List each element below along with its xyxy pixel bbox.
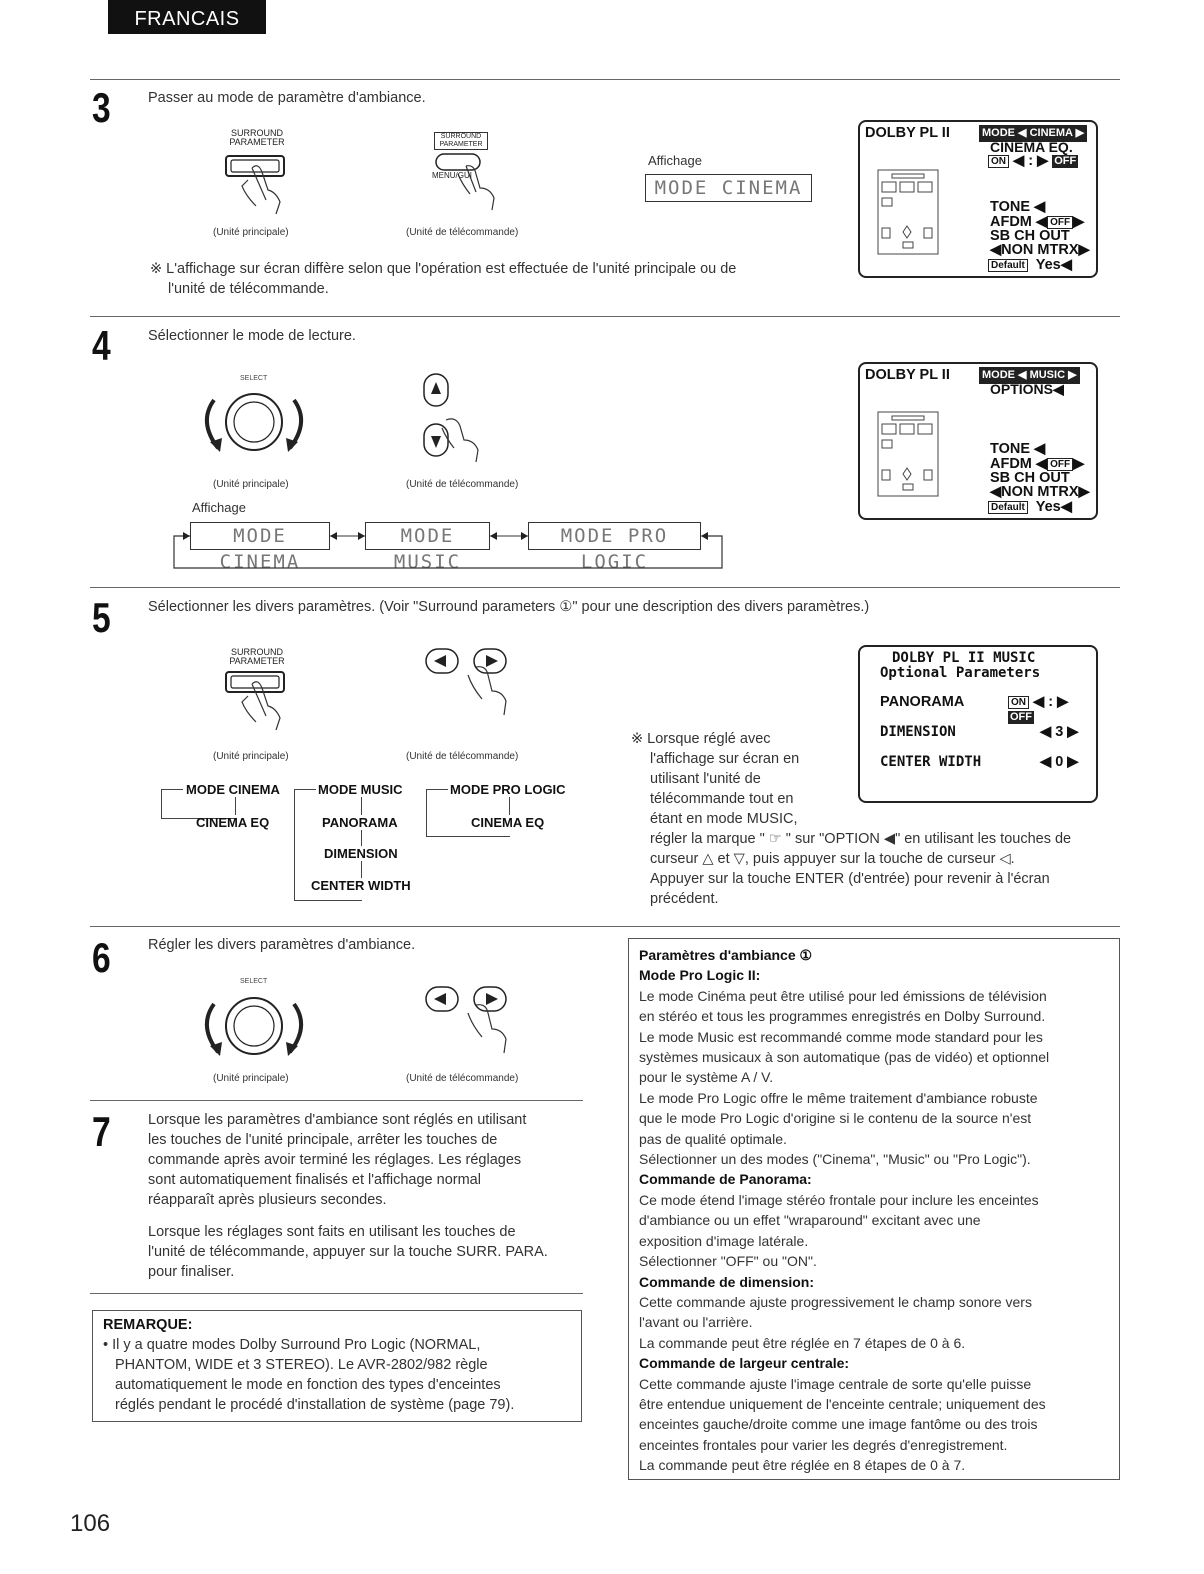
lcd-display: MODE CINEMA [645,174,812,202]
select-knob-icon [200,988,310,1068]
off-box: OFF [1010,710,1032,723]
osd-nonmtrx: ◀NON MTRX▶ [990,242,1090,258]
label: NON MTRX [1001,484,1079,500]
caption: (Unité principale) [213,479,289,490]
caption: (Unité de télécommande) [406,1073,519,1084]
osd-sbch: SB CH OUT [990,228,1070,244]
remarque-box [92,1310,582,1422]
text-line: Le mode Pro Logic offre le même traitement d'ambiance robuste [639,1089,1038,1106]
params-title: Paramètres d'ambiance ① [639,947,813,963]
divider [90,1293,583,1294]
text-line: réglés pendant le procédé d'installation de système (page 79). [115,1397,515,1413]
flow-line [161,789,162,819]
flow-arrow [509,797,510,815]
label: NON MTRX [1001,242,1079,258]
caption: (Unité de télécommande) [406,479,519,490]
select-label: SELECT [240,978,268,985]
osd-dimension-value: ◀ 3 ▶ [1040,724,1079,740]
osd-tab-mode: MODE [982,369,1015,381]
flow-cinema-eq: CINEMA EQ [196,815,270,830]
default-box: Default [988,259,1028,272]
note-line: Appuyer sur la touche ENTER (d'entrée) pour revenir à l'écran [650,871,1050,887]
note-line: régler la marque " ☞ " sur "OPTION ◀" en utilisant les touches de [650,831,1072,847]
step-number: 6 [92,934,111,981]
note-line: l'affichage sur écran en [650,751,800,767]
remote-left-right-icon [424,983,534,1063]
remote-surround-parameter-label [434,132,488,150]
step7-paragraph [148,1110,583,1282]
osd-tab: MODE ◀ CINEMA ▶ [979,125,1087,142]
text-line: Cette commande ajuste l'image centrale de sorte qu'elle puisse [639,1375,1032,1392]
label-line: PARAMETER [439,141,483,148]
divider [90,587,1120,588]
value: 0 [1055,754,1064,770]
params-heading: Commande de largeur centrale: [639,1355,850,1372]
off-box: OFF [1054,154,1077,167]
text-line: Lorsque les paramètres d'ambiance sont réglés en utilisant [148,1112,527,1128]
affichage-label: Affichage [192,500,246,515]
osd-onoff: ON ◀ : ▶ OFF [1010,694,1069,723]
page-number: 106 [70,1510,111,1537]
step-text: Sélectionner les divers paramètres. (Voir "Surround parameters ①" pour une description des divers paramètres.) [148,599,870,615]
flow-arrow [235,797,236,815]
osd-head: DOLBY PL II [865,125,950,141]
step-number: 4 [92,322,111,369]
osd-tone: TONE ◀ [990,199,1046,215]
text-line: commande après avoir terminé les réglages. Les réglages [148,1152,522,1168]
language-tab: FRANCAIS [108,0,266,34]
osd-center-value: ◀ 0 ▶ [1040,754,1079,770]
osd-sub: Optional Parameters [880,665,1041,681]
text-line: Sélectionner "OFF" ou "ON". [639,1253,817,1270]
params-heading: Commande de dimension: [639,1273,815,1290]
flow-mode-music: MODE MUSIC [318,782,403,797]
note: ※ L'affichage sur écran diffère selon que l'opération est effectuée de l'unité principale ou de [150,261,737,277]
osd-tab-value: MUSIC [1029,369,1066,381]
text-line: Le mode Music est recommandé comme mode standard pour les [639,1028,1043,1045]
flow-line [426,789,448,790]
osd-panorama: PANORAMA [880,694,965,710]
step-number: 5 [92,594,111,641]
osd-tab-mode: MODE [982,127,1015,139]
divider [90,1100,583,1101]
hand-press-icon [222,150,302,220]
text-line: automatiquement le mode en fonction des types d'enceintes [115,1377,501,1393]
label: TONE [990,199,1031,215]
params-heading: Commande de Panorama: [639,1171,812,1188]
label: TONE [990,441,1031,457]
default-box: Default [988,501,1028,514]
text-line: Cette commande ajuste progressivement le champ sonore vers [639,1293,1032,1310]
flow-dimension: DIMENSION [324,846,398,861]
text-line: enceintes frontales pour varier les degrés d'enregistrement. [639,1436,1008,1453]
text-line: pour le système A / V. [639,1069,774,1086]
flow-line [426,836,510,837]
label: AFDM [990,456,1032,472]
note-line: télécommande tout en [650,791,794,807]
text-line: systèmes musicaux à son automatique (pas de vidéo) et optionnel [639,1049,1050,1066]
step-number: 3 [92,84,111,131]
off-box: OFF [1047,458,1073,471]
note-line: étant en mode MUSIC, [650,811,798,827]
text-line: enceintes gauche/droite comme une image fantôme ou des trois [639,1416,1038,1433]
flow-line [426,789,427,837]
text-line: Lorsque les réglages sont faits en utilisant les touches de [148,1224,516,1240]
osd-afdm: AFDM ◀ OFF ▶ [990,456,1085,472]
off-box: OFF [1047,216,1073,229]
on-box: ON [1008,696,1029,709]
osd-sbch: SB CH OUT [990,470,1070,486]
text-line: • Il y a quatre modes Dolby Surround Pro Logic (NORMAL, [103,1337,481,1353]
text-line: l'unité de télécommande, appuyer sur la touche SURR. PARA. [148,1244,548,1260]
flow-mode-cinema: MODE CINEMA [186,782,280,797]
osd-center-width: CENTER WIDTH [880,754,982,770]
flow-line [294,900,362,901]
menu-gui-label: MENU/GUI [432,171,472,180]
remarque-title: REMARQUE: [103,1317,193,1333]
surround-parameter-label: SURROUND PARAMETER [229,128,285,147]
text-line: les touches de l'unité principale, arrêter les touches de [148,1132,498,1148]
caption: (Unité principale) [213,1073,289,1084]
osd-tone: TONE ◀ [990,441,1046,457]
select-knob-icon [200,384,310,464]
hand-press-icon [222,668,302,738]
osd-tab: MODE ◀ MUSIC ▶ [979,367,1080,384]
remote-left-right-icon [424,645,534,725]
label: OPTIONS [990,381,1054,397]
caption: (Unité de télécommande) [406,227,519,238]
divider [90,316,1120,317]
label-line: SURROUND [440,133,482,140]
note: l'unité de télécommande. [168,281,329,297]
text-line: Le mode Cinéma peut être utilisé pour led émissions de télévision [639,987,1047,1004]
speaker-layout-icon [878,170,942,256]
osd-nonmtrx: ◀NON MTRX▶ [990,484,1090,500]
text-line: réapparaît après plusieurs secondes. [148,1192,387,1208]
flow-cinema-eq: CINEMA EQ [471,815,545,830]
label: AFDM [990,214,1032,230]
text-line: PHANTOM, WIDE et 3 STEREO). Le AVR-2802/982 règle [115,1357,488,1373]
osd-sub: OPTIONS◀ [990,381,1064,397]
value: 3 [1055,724,1064,740]
osd-screen [858,120,1098,278]
step-text: Sélectionner le mode de lecture. [148,328,356,344]
text-line: sont automatiquement finalisés et l'affichage normal [148,1172,481,1188]
text-line: pour finaliser. [148,1264,235,1280]
flow-line [294,789,295,901]
note-line: précédent. [650,891,719,907]
lcd-display: MODE PRO LOGIC [528,522,701,550]
osd-head: DOLBY PL II [865,367,950,383]
remarque-body [103,1335,573,1415]
step-text: Régler les divers paramètres d'ambiance. [148,937,416,953]
speaker-layout-icon [878,412,942,498]
text-line: pas de qualité optimale. [639,1130,787,1147]
text-line: Ce mode étend l'image stéréo frontale pour inclure les enceintes [639,1191,1039,1208]
text-line: que le mode Pro Logic d'origine si le contenu de la source n'est [639,1110,1032,1127]
divider [90,926,1120,927]
osd-tab-value: CINEMA [1029,127,1073,139]
caption: (Unité principale) [213,751,289,762]
osd-default: Default Yes◀ [988,500,1072,515]
text-line: La commande peut être réglée en 8 étapes de 0 à 7. [639,1457,966,1474]
flow-mode-pro-logic: MODE PRO LOGIC [450,782,566,797]
note-line: ※ Lorsque réglé avec [631,731,771,747]
divider [90,79,1120,80]
text-line: exposition d'image latérale. [639,1232,809,1249]
on-box: ON [988,155,1009,168]
params-heading: Mode Pro Logic II: [639,967,761,984]
flow-line [294,789,316,790]
text-line: être entendue uniquement de l'enceinte centrale; uniquement des [639,1395,1046,1412]
flow-line [161,789,183,790]
lcd-display: MODE MUSIC [365,522,490,550]
text-line: Sélectionner un des modes ("Cinema", "Music" ou "Pro Logic"). [639,1151,1031,1168]
osd-dimension: DIMENSION [880,724,956,740]
osd-screen [858,362,1098,520]
text-line: d'ambiance ou un effet "wraparound" excitant avec une [639,1212,981,1229]
osd-default: Default Yes◀ [988,258,1072,273]
remote-up-down-icon [420,372,510,464]
osd-onoff: ON ◀ : ▶ OFF [988,154,1078,169]
cycle-arrows [168,520,728,572]
osd-afdm: AFDM ◀ OFF ▶ [990,214,1085,230]
text-line: La commande peut être réglée en 7 étapes de 0 à 6. [639,1334,966,1351]
osd-sub: CINEMA EQ. [990,139,1073,155]
select-label: SELECT [240,375,268,382]
affichage-label: Affichage [648,153,702,168]
flow-center-width: CENTER WIDTH [311,878,411,893]
caption: (Unité de télécommande) [406,751,519,762]
osd-head: DOLBY PL II MUSIC [892,650,1036,666]
label: Yes [1035,499,1061,515]
note-line: curseur △ et ▽, puis appuyer sur la touche de curseur ◁. [650,851,1015,867]
osd-screen [858,645,1098,803]
surround-parameter-label: SURROUND PARAMETER [229,647,285,666]
text-line: l'avant ou l'arrière. [639,1314,753,1331]
note-line: utilisant l'unité de [650,771,761,787]
step-number: 7 [92,1108,111,1155]
text-line: en stéréo et tous les programmes enregistrés en Dolby Surround. [639,1008,1046,1025]
lcd-display: MODE CINEMA [190,522,330,550]
label: Yes [1035,257,1061,273]
flow-panorama: PANORAMA [322,815,398,830]
parameters-box [628,938,1120,1480]
step-text: Passer au mode de paramètre d'ambiance. [148,90,426,106]
caption: (Unité principale) [213,227,289,238]
remote-hand-icon [430,152,520,212]
